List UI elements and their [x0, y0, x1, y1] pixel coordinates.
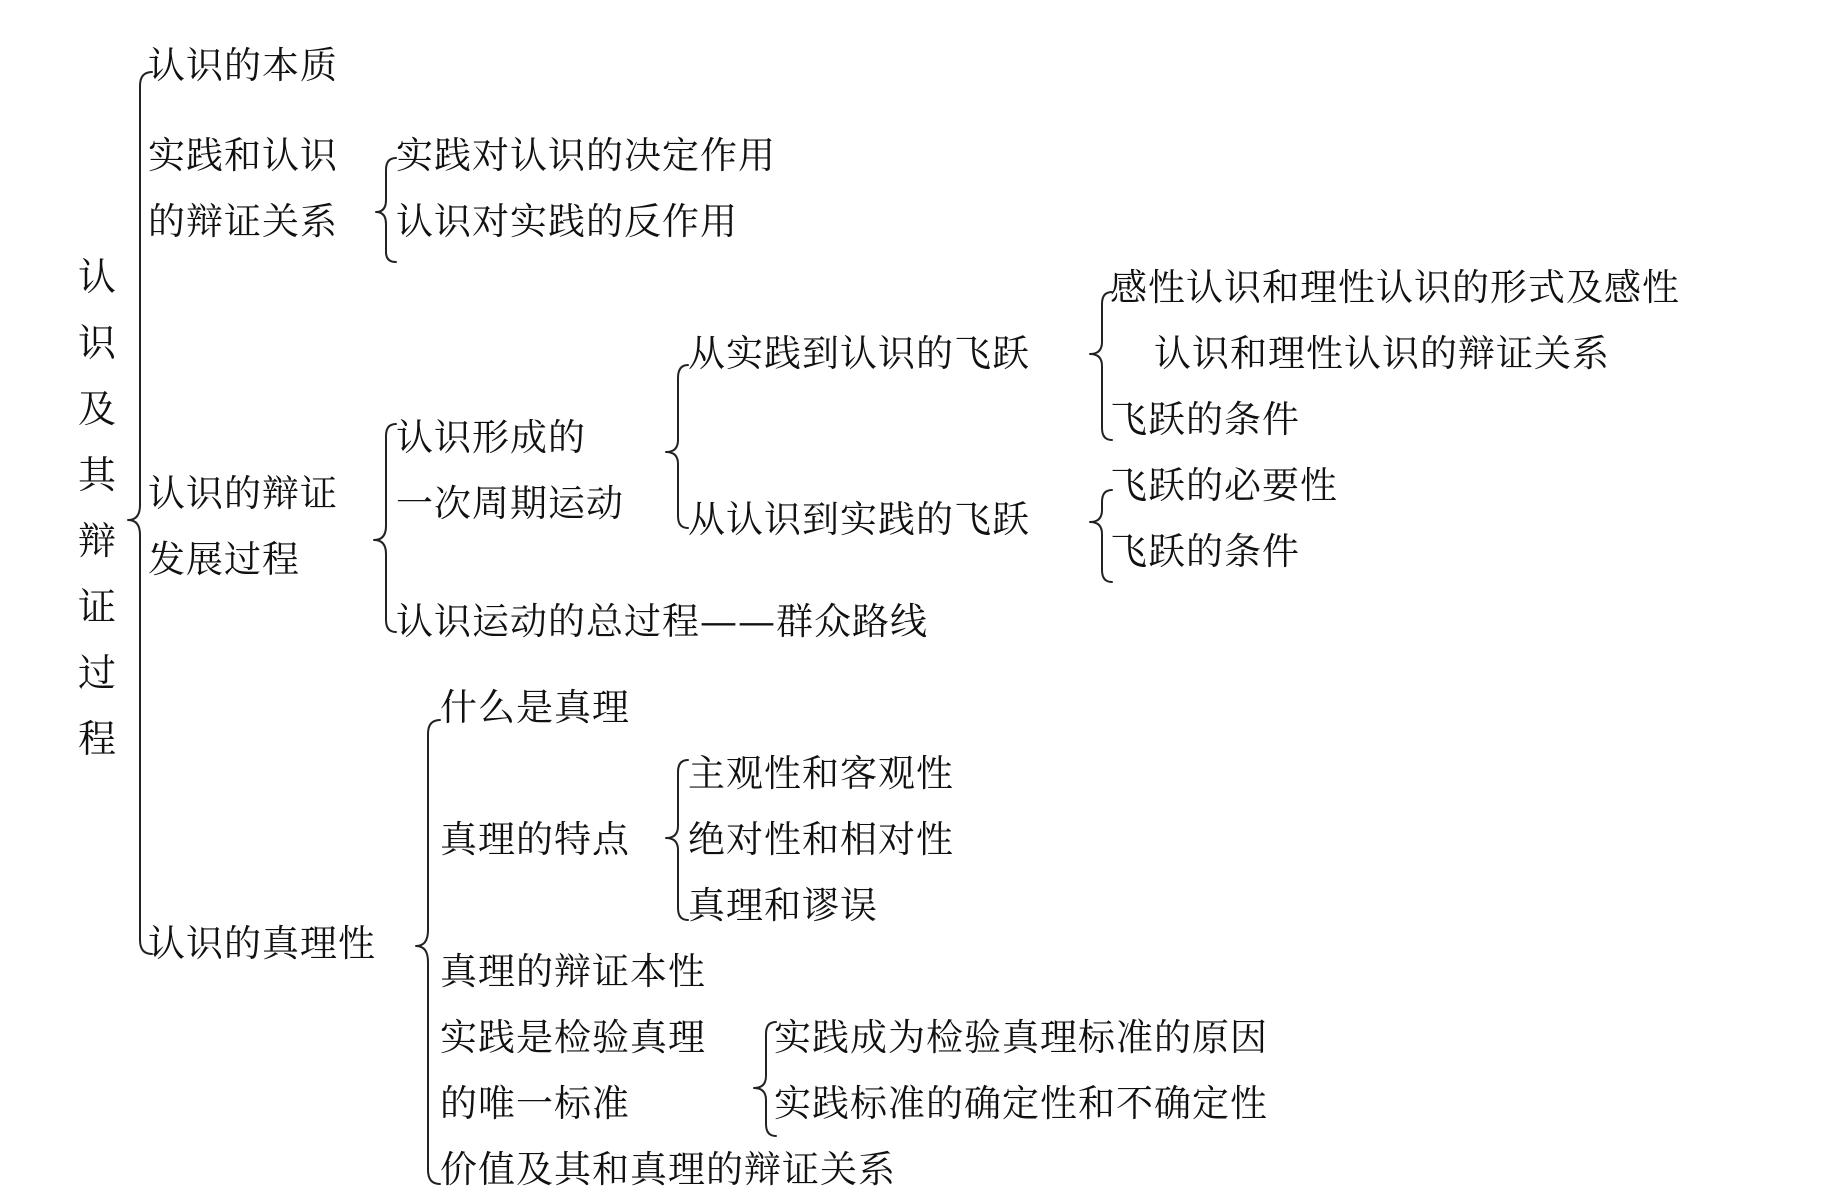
brace-practice-relation	[376, 158, 396, 262]
node-forms-line1: 感性认识和理性认识的形式及感性	[1110, 266, 1680, 309]
node-leap2-conditions: 飞跃的条件	[1110, 530, 1300, 573]
root-char-8: 程	[78, 717, 117, 761]
node-subjective-objective: 主观性和客观性	[688, 752, 954, 795]
node-truth-features: 真理的特点	[440, 818, 630, 861]
node-truth-and-error: 真理和谬误	[688, 884, 878, 927]
node-criterion-certainty: 实践标准的确定性和不确定性	[774, 1082, 1268, 1125]
root-char-6: 证	[78, 585, 117, 629]
root-char-1: 认	[78, 255, 117, 299]
node-criterion-reason: 实践成为检验真理标准的原因	[774, 1016, 1268, 1059]
root-char-7: 过	[78, 651, 117, 695]
node-truth: 认识的真理性	[148, 922, 376, 965]
node-development-line1: 认识的辩证	[148, 472, 338, 515]
node-criterion-line2: 的唯一标准	[440, 1082, 630, 1125]
node-essence: 认识的本质	[148, 44, 338, 87]
brace-features	[666, 760, 688, 920]
node-reaction-role: 认识对实践的反作用	[396, 200, 738, 243]
root-char-2: 识	[78, 321, 117, 365]
brace-truth	[416, 720, 440, 1184]
node-whole-process: 认识运动的总过程——群众路线	[396, 600, 928, 643]
brace-criterion	[754, 1022, 776, 1136]
brace-cycle	[666, 365, 688, 528]
node-cycle-line2: 一次周期运动	[396, 482, 624, 525]
node-practice-relation-line1: 实践和认识	[148, 134, 338, 177]
node-truth-dialectic: 真理的辩证本性	[440, 950, 706, 993]
node-what-is-truth: 什么是真理	[440, 686, 630, 729]
brace-development	[374, 424, 396, 632]
brace-leap1	[1090, 292, 1112, 440]
root-char-3: 及	[78, 387, 117, 431]
node-value-relation: 价值及其和真理的辩证关系	[440, 1148, 896, 1191]
node-leap-knowledge-to-practice: 从认识到实践的飞跃	[688, 498, 1030, 541]
node-practice-relation-line2: 的辩证关系	[148, 200, 338, 243]
node-leap-practice-to-knowledge: 从实践到认识的飞跃	[688, 332, 1030, 375]
node-leap1-conditions: 飞跃的条件	[1110, 398, 1300, 441]
root-char-4: 其	[78, 453, 117, 497]
node-leap2-necessity: 飞跃的必要性	[1110, 464, 1338, 507]
node-cycle-line1: 认识形成的	[396, 416, 586, 459]
brace-leap2	[1090, 490, 1112, 582]
root-char-5: 辩	[78, 519, 117, 563]
node-forms-line2: 认识和理性认识的辩证关系	[1154, 332, 1610, 375]
node-absolute-relative: 绝对性和相对性	[688, 818, 954, 861]
node-decisive-role: 实践对认识的决定作用	[396, 134, 776, 177]
node-development-line2: 发展过程	[148, 538, 300, 581]
node-criterion-line1: 实践是检验真理	[440, 1016, 706, 1059]
